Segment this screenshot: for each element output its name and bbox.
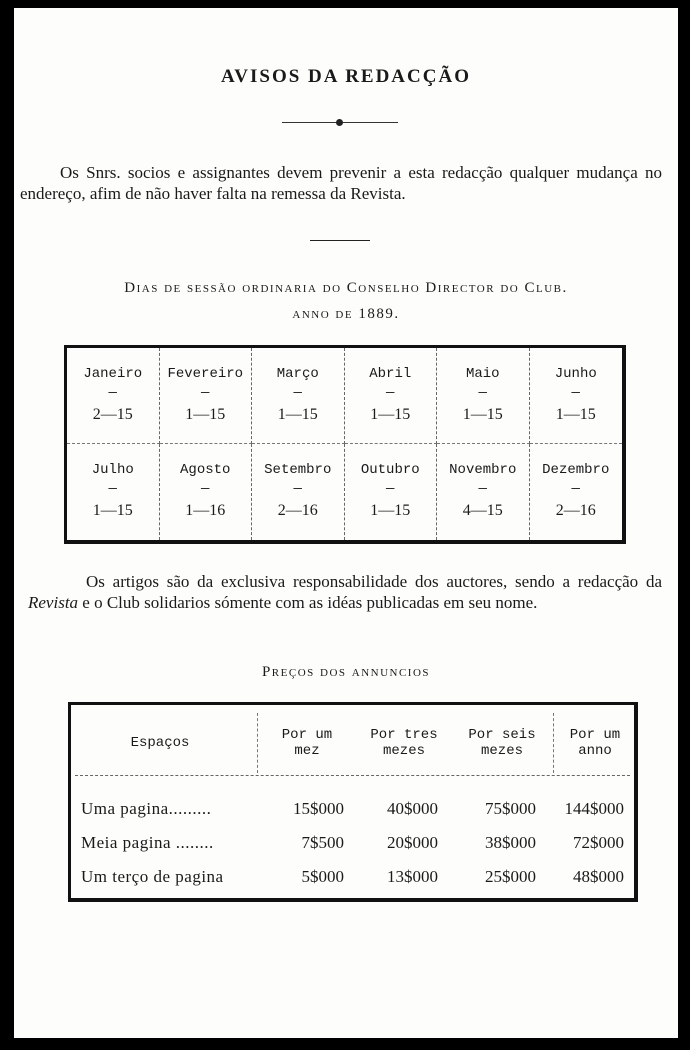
month-dash: — bbox=[293, 481, 302, 497]
price-cell: 144$000 bbox=[564, 799, 624, 818]
sessions-year-text: anno de 1889. bbox=[292, 306, 400, 322]
month-dash: — bbox=[201, 385, 210, 401]
header-por-um-mez: Por um mez bbox=[281, 727, 333, 759]
month-days: 1—15 bbox=[370, 502, 411, 519]
month-name: Outubro bbox=[360, 462, 420, 478]
month-days: 1—15 bbox=[185, 406, 226, 423]
month-dash: — bbox=[571, 385, 580, 401]
month-cell bbox=[160, 348, 253, 444]
sessions-year bbox=[14, 306, 678, 323]
month-name: Agosto bbox=[180, 462, 231, 478]
month-dash: — bbox=[108, 481, 117, 497]
month-cell bbox=[160, 444, 253, 540]
month-dash: — bbox=[571, 481, 580, 497]
month-name: Setembro bbox=[264, 462, 332, 478]
price-cell: 25$000 bbox=[485, 867, 536, 886]
month-cell bbox=[437, 444, 530, 540]
ornament-divider bbox=[282, 122, 398, 124]
month-name: Março bbox=[276, 366, 319, 382]
price-cell: 15$000 bbox=[293, 799, 344, 818]
header-por-tres-mezes: Por tres mezes bbox=[370, 727, 438, 759]
header-rule bbox=[75, 775, 630, 776]
price-row bbox=[71, 799, 634, 831]
ornament-dot-icon bbox=[336, 119, 343, 126]
price-cell: 13$000 bbox=[387, 867, 438, 886]
sessions-title bbox=[14, 280, 678, 297]
month-days: 1—15 bbox=[462, 406, 503, 423]
month-cell bbox=[530, 348, 623, 444]
page-title: AVISOS DA REDACÇÃO bbox=[221, 66, 471, 87]
month-name: Fevereiro bbox=[167, 366, 244, 382]
month-days: 1—15 bbox=[370, 406, 411, 423]
price-cell: 5$000 bbox=[301, 867, 344, 886]
month-days: 1—15 bbox=[555, 406, 596, 423]
sessions-grid bbox=[67, 348, 622, 540]
disclaimer-after: e o Club solidarios sómente com as idéas publicadas em seu nome. bbox=[78, 593, 538, 612]
month-cell bbox=[345, 444, 438, 540]
month-dash: — bbox=[108, 385, 117, 401]
prices-title bbox=[14, 664, 678, 681]
price-row-label: Uma pagina......... bbox=[81, 799, 212, 818]
price-cell: 38$000 bbox=[485, 833, 536, 852]
price-cell: 40$000 bbox=[387, 799, 438, 818]
month-name: Novembro bbox=[449, 462, 517, 478]
month-dash: — bbox=[293, 385, 302, 401]
header-espacos: Espaços bbox=[130, 735, 190, 751]
header-por-seis-mezes: Por seis mezes bbox=[468, 727, 536, 759]
disclaimer-before: Os artigos são da exclusiva responsabilidade dos auctores, sendo a redacção da bbox=[86, 572, 662, 591]
month-name: Junho bbox=[554, 366, 597, 382]
page bbox=[14, 8, 678, 1038]
month-days: 4—15 bbox=[462, 502, 503, 519]
month-days: 1—15 bbox=[277, 406, 318, 423]
price-row bbox=[71, 833, 634, 865]
disclaimer-italic: Revista bbox=[28, 593, 79, 612]
month-days: 2—15 bbox=[92, 406, 133, 423]
month-cell bbox=[345, 348, 438, 444]
prices-table bbox=[68, 702, 638, 902]
month-days: 1—16 bbox=[185, 502, 226, 519]
month-name: Abril bbox=[369, 366, 412, 382]
month-days: 2—16 bbox=[555, 502, 596, 519]
month-name: Maio bbox=[465, 366, 500, 382]
price-cell: 20$000 bbox=[387, 833, 438, 852]
price-cell: 48$000 bbox=[573, 867, 624, 886]
month-name: Dezembro bbox=[542, 462, 610, 478]
disclaimer-paragraph bbox=[28, 571, 662, 613]
notice-paragraph: Os Snrs. socios e assignantes devem prevenir a esta redacção qualquer mudança no endereço, afim de não haver falta na remessa da Revista. bbox=[20, 163, 662, 203]
sessions-table bbox=[64, 345, 626, 544]
month-name: Janeiro bbox=[83, 366, 143, 382]
month-dash: — bbox=[478, 481, 487, 497]
month-dash: — bbox=[478, 385, 487, 401]
price-cell: 75$000 bbox=[485, 799, 536, 818]
month-cell bbox=[530, 444, 623, 540]
sessions-title-text: Dias de sessão ordinaria do Conselho Director do Club. bbox=[124, 280, 568, 296]
month-cell bbox=[67, 348, 160, 444]
header-por-um-anno: Por um anno bbox=[569, 727, 621, 759]
month-dash: — bbox=[201, 481, 210, 497]
month-cell bbox=[252, 444, 345, 540]
prices-title-text: Preços dos annuncios bbox=[261, 664, 431, 680]
month-cell bbox=[67, 444, 160, 540]
price-row-label: Meia pagina ........ bbox=[81, 833, 214, 852]
month-cell bbox=[437, 348, 530, 444]
price-cell: 7$500 bbox=[301, 833, 344, 852]
price-cell: 72$000 bbox=[573, 833, 624, 852]
month-days: 2—16 bbox=[277, 502, 318, 519]
price-row-label: Um terço de pagina bbox=[81, 867, 224, 886]
month-cell bbox=[252, 348, 345, 444]
month-dash: — bbox=[386, 385, 395, 401]
section-rule bbox=[310, 240, 370, 241]
month-dash: — bbox=[386, 481, 395, 497]
price-row bbox=[71, 867, 634, 899]
month-name: Julho bbox=[91, 462, 134, 478]
month-days: 1—15 bbox=[92, 502, 133, 519]
